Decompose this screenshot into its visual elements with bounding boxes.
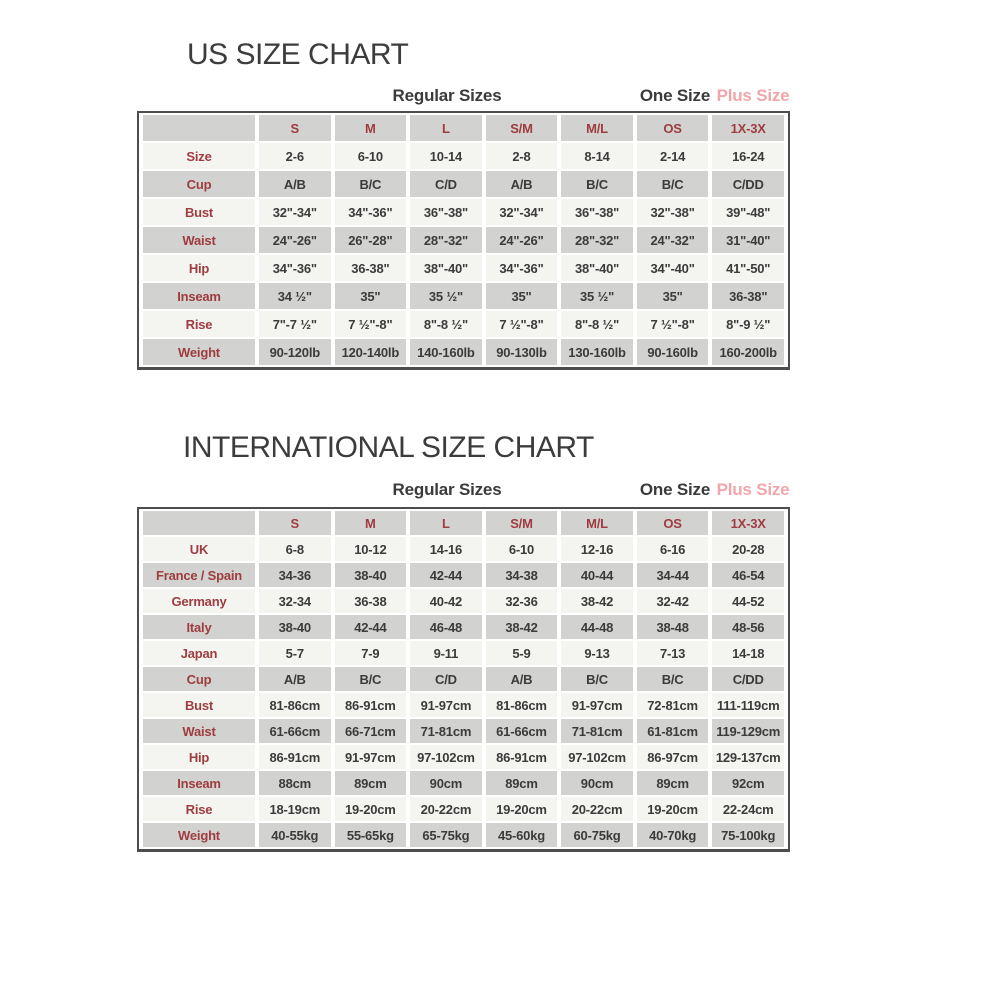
data-cell: 6-10 [486, 537, 558, 561]
data-cell: 38-42 [486, 615, 558, 639]
row-label: Weight [143, 823, 255, 847]
data-cell: 38-40 [259, 615, 331, 639]
header-row [143, 511, 784, 535]
data-cell: 46-54 [712, 563, 784, 587]
table-row [143, 589, 784, 613]
us-chart-title: US SIZE CHART [187, 38, 409, 71]
one-size-group-label: One Size [639, 480, 711, 499]
data-cell: B/C [561, 171, 633, 197]
data-cell: 61-66cm [259, 719, 331, 743]
table-row [143, 797, 784, 821]
header-row [143, 115, 784, 141]
data-cell: 61-81cm [637, 719, 709, 743]
data-cell: 8-14 [561, 143, 633, 169]
data-cell: 97-102cm [410, 745, 482, 769]
row-label: Bust [143, 693, 255, 717]
data-cell: 5-7 [259, 641, 331, 665]
table-row [143, 719, 784, 743]
data-cell: 45-60kg [486, 823, 558, 847]
data-cell: 86-91cm [335, 693, 407, 717]
data-cell: 10-14 [410, 143, 482, 169]
row-label: Inseam [143, 771, 255, 795]
data-cell: C/DD [712, 171, 784, 197]
table-row [143, 667, 784, 691]
data-cell: 34-44 [637, 563, 709, 587]
data-cell: 41"-50" [712, 255, 784, 281]
data-cell: 20-22cm [561, 797, 633, 821]
corner-cell [143, 115, 255, 141]
data-cell: 40-42 [410, 589, 482, 613]
data-cell: 6-16 [637, 537, 709, 561]
data-cell: 34 ½" [259, 283, 331, 309]
data-cell: 66-71cm [335, 719, 407, 743]
data-cell: 18-19cm [259, 797, 331, 821]
row-label: Bust [143, 199, 255, 225]
data-cell: 7"-7 ½" [259, 311, 331, 337]
data-cell: 36"-38" [410, 199, 482, 225]
data-cell: 34"-36" [486, 255, 558, 281]
data-cell: 36-38" [335, 255, 407, 281]
data-cell: 90cm [561, 771, 633, 795]
data-cell: 42-44 [410, 563, 482, 587]
data-cell: 7 ½"-8" [335, 311, 407, 337]
data-cell: 91-97cm [335, 745, 407, 769]
data-cell: 8"-8 ½" [410, 311, 482, 337]
data-cell: 129-137cm [712, 745, 784, 769]
column-header: S [259, 115, 331, 141]
data-cell: A/B [259, 171, 331, 197]
data-cell: B/C [637, 667, 709, 691]
data-cell: 38-40 [335, 563, 407, 587]
data-cell: 119-129cm [712, 719, 784, 743]
data-cell: A/B [486, 171, 558, 197]
data-cell: A/B [259, 667, 331, 691]
data-cell: 38-48 [637, 615, 709, 639]
data-cell: 9-11 [410, 641, 482, 665]
data-cell: 89cm [486, 771, 558, 795]
data-cell: 32"-38" [637, 199, 709, 225]
data-cell: 14-18 [712, 641, 784, 665]
regular-sizes-group-label: Regular Sizes [392, 480, 502, 499]
corner-cell [143, 511, 255, 535]
data-cell: 111-119cm [712, 693, 784, 717]
column-header: L [410, 511, 482, 535]
data-cell: 88cm [259, 771, 331, 795]
regular-sizes-group-label: Regular Sizes [392, 86, 502, 105]
column-header: M/L [561, 511, 633, 535]
us-column-group-labels [137, 86, 790, 108]
data-cell: 20-28 [712, 537, 784, 561]
row-label: Waist [143, 227, 255, 253]
row-label: Japan [143, 641, 255, 665]
data-cell: 90-130lb [486, 339, 558, 365]
data-cell: 28"-32" [561, 227, 633, 253]
data-cell: 86-91cm [259, 745, 331, 769]
data-cell: 24"-26" [486, 227, 558, 253]
data-cell: 39"-48" [712, 199, 784, 225]
data-cell: 40-70kg [637, 823, 709, 847]
data-cell: 35" [335, 283, 407, 309]
table-row [143, 199, 784, 225]
data-cell: 40-55kg [259, 823, 331, 847]
data-cell: 35" [637, 283, 709, 309]
data-cell: 7-13 [637, 641, 709, 665]
data-cell: 36"-38" [561, 199, 633, 225]
row-label: Inseam [143, 283, 255, 309]
data-cell: 40-44 [561, 563, 633, 587]
data-cell: 38-42 [561, 589, 633, 613]
column-header: M [335, 115, 407, 141]
data-cell: 71-81cm [410, 719, 482, 743]
data-cell: 24"-32" [637, 227, 709, 253]
data-cell: 36-38 [335, 589, 407, 613]
data-cell: 20-22cm [410, 797, 482, 821]
row-label: Hip [143, 745, 255, 769]
data-cell: 89cm [335, 771, 407, 795]
data-cell: 38"-40" [410, 255, 482, 281]
data-cell: 72-81cm [637, 693, 709, 717]
international-chart-title: INTERNATIONAL SIZE CHART [183, 431, 594, 464]
table-row [143, 143, 784, 169]
data-cell: 44-52 [712, 589, 784, 613]
row-label: Weight [143, 339, 255, 365]
row-label: Rise [143, 797, 255, 821]
table-row [143, 283, 784, 309]
data-cell: 55-65kg [335, 823, 407, 847]
data-cell: 42-44 [335, 615, 407, 639]
data-cell: 34-38 [486, 563, 558, 587]
plus-size-group-label: Plus Size [716, 86, 790, 105]
data-cell: 71-81cm [561, 719, 633, 743]
data-cell: 120-140lb [335, 339, 407, 365]
row-label: France / Spain [143, 563, 255, 587]
data-cell: 32-34 [259, 589, 331, 613]
data-cell: 46-48 [410, 615, 482, 639]
data-cell: 91-97cm [561, 693, 633, 717]
data-cell: 5-9 [486, 641, 558, 665]
data-cell: 10-12 [335, 537, 407, 561]
column-header: M [335, 511, 407, 535]
us-size-table [137, 111, 790, 370]
table-row [143, 311, 784, 337]
data-cell: 90-160lb [637, 339, 709, 365]
data-cell: 19-20cm [335, 797, 407, 821]
data-cell: 2-6 [259, 143, 331, 169]
data-cell: 60-75kg [561, 823, 633, 847]
data-cell: 32"-34" [486, 199, 558, 225]
table-row [143, 227, 784, 253]
data-cell: 65-75kg [410, 823, 482, 847]
column-header: OS [637, 115, 709, 141]
international-size-table [137, 507, 790, 852]
table-row [143, 615, 784, 639]
table-row [143, 339, 784, 365]
data-cell: 2-8 [486, 143, 558, 169]
data-cell: 35 ½" [410, 283, 482, 309]
data-cell: 31"-40" [712, 227, 784, 253]
row-label: Cup [143, 667, 255, 691]
one-size-group-label: One Size [639, 86, 711, 105]
data-cell: 92cm [712, 771, 784, 795]
column-header: S/M [486, 115, 558, 141]
table-row [143, 537, 784, 561]
data-cell: 6-10 [335, 143, 407, 169]
data-cell: A/B [486, 667, 558, 691]
column-header: 1X-3X [712, 115, 784, 141]
data-cell: 130-160lb [561, 339, 633, 365]
data-cell: 6-8 [259, 537, 331, 561]
data-cell: 26"-28" [335, 227, 407, 253]
row-label: Size [143, 143, 255, 169]
data-cell: 90cm [410, 771, 482, 795]
data-cell: 61-66cm [486, 719, 558, 743]
data-cell: 2-14 [637, 143, 709, 169]
data-cell: 28"-32" [410, 227, 482, 253]
row-label: Hip [143, 255, 255, 281]
row-label: Germany [143, 589, 255, 613]
data-cell: 75-100kg [712, 823, 784, 847]
data-cell: 32-42 [637, 589, 709, 613]
data-cell: 44-48 [561, 615, 633, 639]
data-cell: 9-13 [561, 641, 633, 665]
table-row [143, 771, 784, 795]
row-label: Italy [143, 615, 255, 639]
data-cell: 38"-40" [561, 255, 633, 281]
data-cell: 34"-36" [259, 255, 331, 281]
data-cell: 32"-34" [259, 199, 331, 225]
data-cell: 86-97cm [637, 745, 709, 769]
data-cell: 8"-9 ½" [712, 311, 784, 337]
data-cell: 7-9 [335, 641, 407, 665]
table-row [143, 745, 784, 769]
data-cell: B/C [561, 667, 633, 691]
data-cell: 7 ½"-8" [637, 311, 709, 337]
data-cell: C/DD [712, 667, 784, 691]
data-cell: 48-56 [712, 615, 784, 639]
data-cell: 34"-40" [637, 255, 709, 281]
plus-size-group-label: Plus Size [716, 480, 790, 499]
column-header: L [410, 115, 482, 141]
data-cell: 7 ½"-8" [486, 311, 558, 337]
column-header: OS [637, 511, 709, 535]
data-cell: 91-97cm [410, 693, 482, 717]
data-cell: 34"-36" [335, 199, 407, 225]
table-row [143, 641, 784, 665]
column-header: S [259, 511, 331, 535]
data-cell: 81-86cm [486, 693, 558, 717]
data-cell: C/D [410, 667, 482, 691]
data-cell: 35" [486, 283, 558, 309]
column-header: M/L [561, 115, 633, 141]
data-cell: 19-20cm [486, 797, 558, 821]
column-header: 1X-3X [712, 511, 784, 535]
data-cell: 16-24 [712, 143, 784, 169]
data-cell: B/C [335, 171, 407, 197]
data-cell: 14-16 [410, 537, 482, 561]
row-label: Waist [143, 719, 255, 743]
table-row [143, 255, 784, 281]
row-label: UK [143, 537, 255, 561]
data-cell: 160-200lb [712, 339, 784, 365]
data-cell: 35 ½" [561, 283, 633, 309]
data-cell: 89cm [637, 771, 709, 795]
data-cell: C/D [410, 171, 482, 197]
data-cell: 22-24cm [712, 797, 784, 821]
data-cell: 24"-26" [259, 227, 331, 253]
data-cell: 8"-8 ½" [561, 311, 633, 337]
table-row [143, 563, 784, 587]
data-cell: 81-86cm [259, 693, 331, 717]
data-cell: 19-20cm [637, 797, 709, 821]
data-cell: 32-36 [486, 589, 558, 613]
data-cell: 86-91cm [486, 745, 558, 769]
data-cell: 36-38" [712, 283, 784, 309]
row-label: Rise [143, 311, 255, 337]
column-header: S/M [486, 511, 558, 535]
row-label: Cup [143, 171, 255, 197]
data-cell: 140-160lb [410, 339, 482, 365]
data-cell: B/C [637, 171, 709, 197]
data-cell: 34-36 [259, 563, 331, 587]
table-row [143, 693, 784, 717]
data-cell: 90-120lb [259, 339, 331, 365]
table-row [143, 171, 784, 197]
table-row [143, 823, 784, 847]
international-column-group-labels [137, 480, 790, 502]
data-cell: B/C [335, 667, 407, 691]
data-cell: 97-102cm [561, 745, 633, 769]
data-cell: 12-16 [561, 537, 633, 561]
